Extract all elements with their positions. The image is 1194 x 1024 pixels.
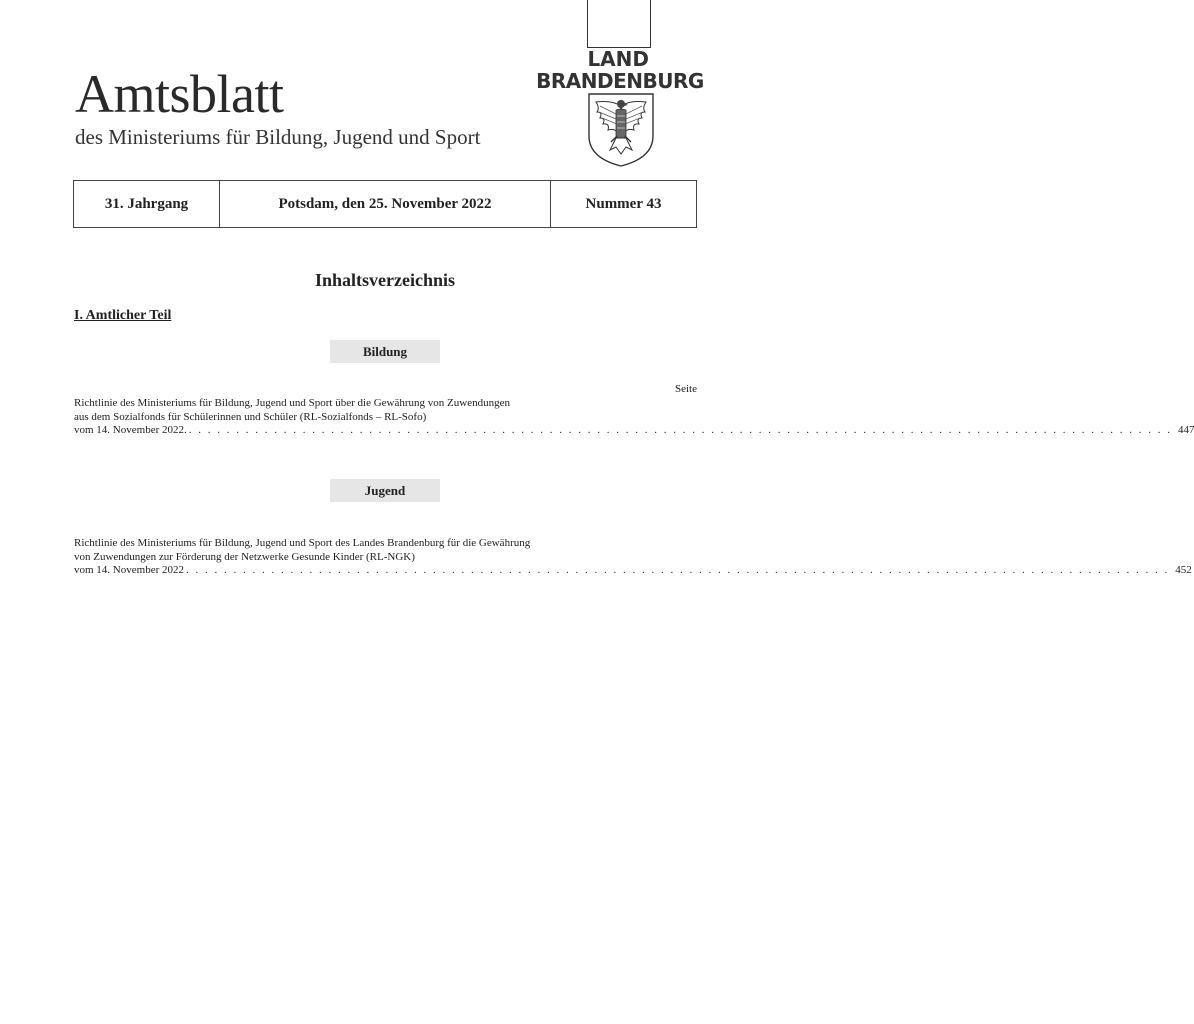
issue-info-bar (73, 180, 697, 228)
toc-entry-line: vom 14. November 2022 (74, 564, 184, 576)
place-date-label: Potsdam, den 25. November 2022 (220, 181, 551, 227)
toc-entry[interactable] (74, 397, 1194, 438)
section-label-jugend: Jugend (330, 479, 440, 502)
part-heading: I. Amtlicher Teil (74, 308, 172, 323)
eagle-crest-icon (586, 92, 656, 168)
dot-leader: . . . . . . . . . . . . . . . . . . . . . . . . . . . . . . . . . . . . . . . . . . . . . . . . . . . . . . . . . . . . . . . . . . . . . . . . . . . . . . . . . . . . . . . . . . . . . . . . . . . . . . . . (185, 564, 1170, 576)
logo-frame (587, 0, 651, 48)
section-label-bildung: Bildung (330, 340, 440, 363)
publication-subtitle: des Ministeriums für Bildung, Jugend und Sport (75, 125, 481, 149)
toc-entry-page-number: 447 (1177, 424, 1194, 436)
toc-entry-line: Richtlinie des Ministeriums für Bildung, Jugend und Sport des Landes Brandenburg für die Gewährung (74, 537, 531, 549)
toc-entry-line: aus dem Sozialfonds für Schülerinnen und Schüler (RL-Sozialfonds – RL-Sofo) (74, 410, 427, 423)
issue-number-label: Nummer 43 (585, 195, 662, 212)
logo-brandenburg-text: BRANDENBURG (536, 69, 704, 93)
brandenburg-logo (528, 0, 712, 170)
toc-entry-line: von Zuwendungen zur Förderung der Netzwerke Gesunde Kinder (RL-NGK) (74, 550, 415, 563)
toc-entry-line: Richtlinie des Ministeriums für Bildung, Jugend und Sport über die Gewährung von Zuwendungen (74, 397, 510, 409)
toc-entry[interactable] (74, 537, 1192, 578)
logo-land-text: LAND (587, 47, 649, 71)
toc-entry-page-number: 452 (1175, 564, 1192, 576)
toc-entry-line: vom 14. November 2022. (74, 424, 187, 436)
publication-title: Amtsblatt (75, 64, 284, 124)
dot-leader: . . . . . . . . . . . . . . . . . . . . . . . . . . . . . . . . . . . . . . . . . . . . . . . . . . . . . . . . . . . . . . . . . . . . . . . . . . . . . . . . . . . . . . . . . . . . . . . . . . . . . . . . (188, 424, 1172, 436)
volume-label: 31. Jahrgang (74, 181, 220, 227)
page-column-label: Seite (675, 383, 697, 395)
toc-heading: Inhaltsverzeichnis (314, 270, 455, 290)
